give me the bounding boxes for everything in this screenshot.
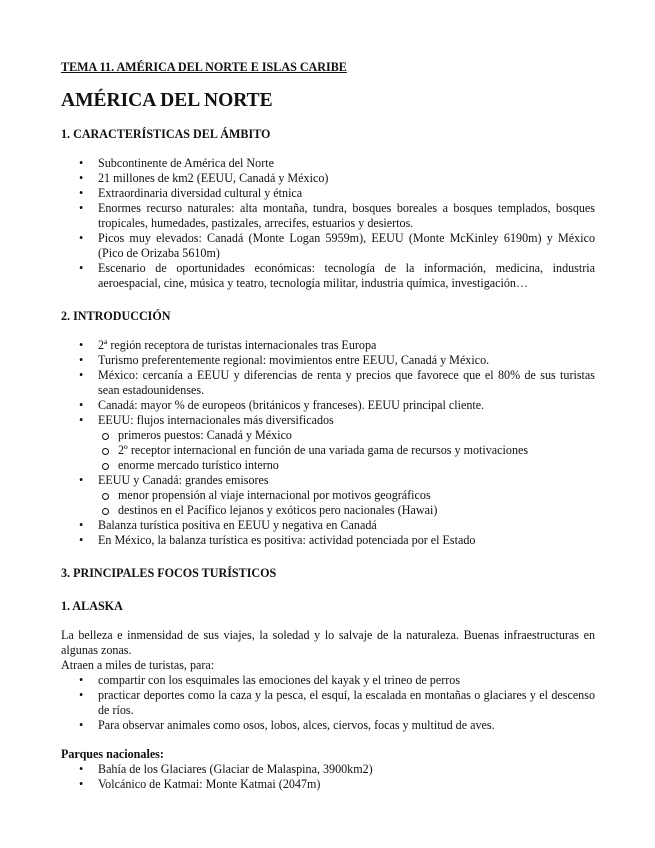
list-item: • En México, la balanza turística es positiva: actividad potenciada por el Estado: [61, 533, 595, 548]
list-item: • Bahía de los Glaciares (Glaciar de Malaspina, 3900km2): [61, 762, 595, 777]
list-item: • Canadá: mayor % de europeos (británicos y franceses). EEUU principal cliente.: [61, 398, 595, 413]
sublist-item: enorme mercado turístico interno: [98, 458, 595, 473]
list-item-eeuu: [61, 413, 595, 473]
list-item-text: EEUU: flujos internacionales más diversificados: [98, 413, 334, 427]
list-item: • Volcánico de Katmai: Monte Katmai (2047m): [61, 777, 595, 792]
eeuu-canada-sublist: [98, 488, 595, 518]
list-item: • practicar deportes como la caza y la pesca, el esquí, la escalada en montañas o glaciares y el descenso de ríos.: [61, 688, 595, 718]
alaska-paragraph: La belleza e inmensidad de sus viajes, la soledad y lo salvaje de la naturaleza. Buenas infraestructuras en algunas zonas.: [61, 628, 595, 657]
list-item: • México: cercanía a EEUU y diferencias de renta y precios que favorece que el 80% de sus turistas sean estadounidenses.: [61, 368, 595, 398]
alaska-description: [61, 628, 595, 673]
caracteristicas-list: [61, 156, 595, 291]
document-page: [61, 60, 595, 792]
alaska-list: [61, 673, 595, 733]
subsection-heading-alaska: 1. ALASKA: [61, 599, 123, 613]
list-item-text: EEUU y Canadá: grandes emisores: [98, 473, 269, 487]
list-item: • Escenario de oportunidades económicas: tecnología de la información, medicina, industria aeroespacial, cine, música y teatro, tecnología militar, industria química, investigación…: [61, 261, 595, 291]
eeuu-sublist: [98, 428, 595, 473]
sublist-item: destinos en el Pacífico lejanos y exóticos pero nacionales (Hawai): [98, 503, 595, 518]
alaska-intro: Atraen a miles de turistas, para:: [61, 658, 215, 672]
section-heading-introduccion: 2. INTRODUCCIÓN: [61, 309, 171, 323]
page-title: AMÉRICA DEL NORTE: [61, 90, 273, 111]
introduccion-list: [61, 338, 595, 548]
list-item: • Extraordinaria diversidad cultural y étnica: [61, 186, 595, 201]
list-item-eeuu-canada: [61, 473, 595, 518]
list-item: • 21 millones de km2 (EEUU, Canadá y México): [61, 171, 595, 186]
list-item: • Balanza turística positiva en EEUU y negativa en Canadá: [61, 518, 595, 533]
list-item: • compartir con los esquimales las emociones del kayak y el trineo de perros: [61, 673, 595, 688]
list-item: • 2ª región receptora de turistas internacionales tras Europa: [61, 338, 595, 353]
list-item: • Turismo preferentemente regional: movimientos entre EEUU, Canadá y México.: [61, 353, 595, 368]
list-item: • Subcontinente de América del Norte: [61, 156, 595, 171]
section-heading-caracteristicas: 1. CARACTERÍSTICAS DEL ÁMBITO: [61, 127, 271, 141]
sublist-item: primeros puestos: Canadá y México: [98, 428, 595, 443]
list-item: • Para observar animales como osos, lobos, alces, ciervos, focas y multitud de aves.: [61, 718, 595, 733]
parks-list: [61, 762, 595, 792]
section-heading-focos: 3. PRINCIPALES FOCOS TURÍSTICOS: [61, 566, 277, 580]
sublist-item: menor propensión al viaje internacional por motivos geográficos: [98, 488, 595, 503]
list-item: • Picos muy elevados: Canadá (Monte Logan 5959m), EEUU (Monte McKinley 6190m) y México (Pico de Orizaba 5610m): [61, 231, 595, 261]
sublist-item: 2º receptor internacional en función de una variada gama de recursos y motivaciones: [98, 443, 595, 458]
list-item: • Enormes recurso naturales: alta montaña, tundra, bosques boreales a bosques templados, bosques tropicales, humedades, pastizales, arrecifes, estuarios y desiertos.: [61, 201, 595, 231]
parks-label: Parques nacionales:: [61, 747, 164, 761]
document-header: TEMA 11. AMÉRICA DEL NORTE E ISLAS CARIBE: [61, 60, 347, 74]
